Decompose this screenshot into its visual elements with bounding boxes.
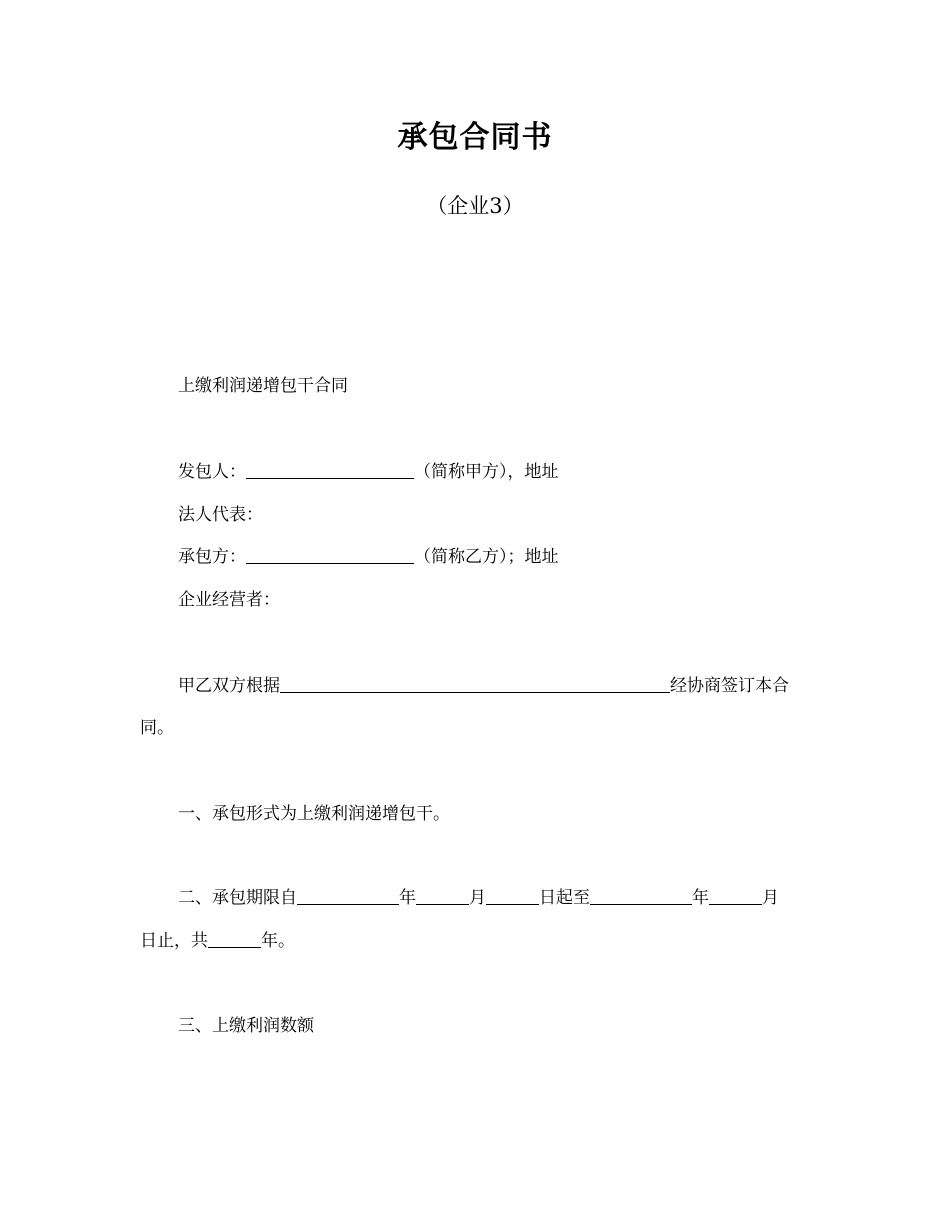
day-start-blank bbox=[486, 886, 539, 905]
clause-1: 一、承包形式为上缴利润递增包干。 bbox=[178, 804, 450, 824]
clause-2-year-2: 年 bbox=[692, 888, 709, 908]
party-a-label: 发包人： bbox=[178, 462, 246, 482]
basis-continuation: 同。 bbox=[140, 718, 174, 738]
total-years-blank bbox=[208, 929, 261, 948]
clause-2-day-from-to: 日起至 bbox=[539, 888, 590, 908]
party-a-note: （简称甲方），地址 bbox=[414, 462, 559, 482]
document-title: 承包合同书 bbox=[397, 120, 553, 155]
party-b-note: （简称乙方）；地址 bbox=[414, 547, 559, 567]
basis-blank bbox=[280, 674, 670, 693]
legal-rep-line: 法人代表： bbox=[178, 505, 263, 525]
clause-2-year-1: 年 bbox=[399, 888, 416, 908]
party-b-blank bbox=[246, 545, 414, 564]
clause-2-line2-prefix: 日止，共 bbox=[140, 931, 208, 951]
clause-2-prefix: 二、承包期限自 bbox=[178, 888, 297, 908]
year-start-blank bbox=[297, 886, 399, 905]
clause-2-line-1 bbox=[178, 886, 779, 910]
document-subtitle: （企业3） bbox=[426, 194, 524, 218]
basis-suffix: 经协商签订本合 bbox=[670, 676, 789, 696]
clause-3: 三、上缴利润数额 bbox=[178, 1016, 314, 1036]
contract-name: 上缴利润递增包干合同 bbox=[178, 376, 348, 396]
party-b-label: 承包方： bbox=[178, 547, 246, 567]
year-end-blank bbox=[590, 886, 692, 905]
clause-2-line-2 bbox=[140, 929, 295, 953]
party-a-line bbox=[178, 460, 559, 484]
clause-2-month-2: 月 bbox=[762, 888, 779, 908]
operator-line: 企业经营者： bbox=[178, 590, 280, 610]
clause-2-line2-suffix: 年。 bbox=[261, 931, 295, 951]
basis-line bbox=[178, 674, 789, 698]
clause-2-month-1: 月 bbox=[469, 888, 486, 908]
party-b-line bbox=[178, 545, 559, 569]
month-end-blank bbox=[709, 886, 762, 905]
month-start-blank bbox=[416, 886, 469, 905]
party-a-blank bbox=[246, 460, 414, 479]
basis-prefix: 甲乙双方根据 bbox=[178, 676, 280, 696]
